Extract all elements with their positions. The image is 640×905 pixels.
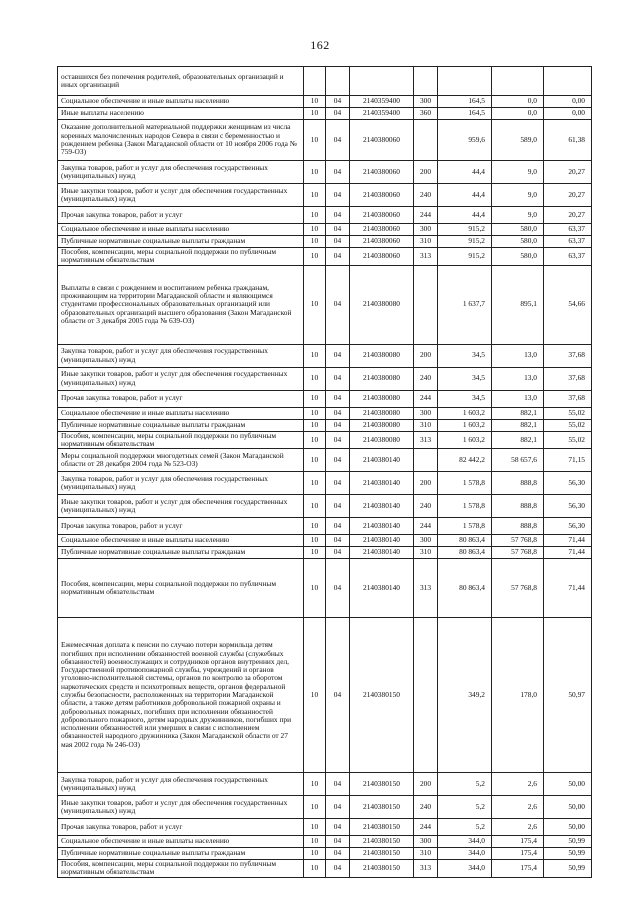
subsection-code: 04 <box>326 184 350 207</box>
executed-amount <box>492 67 544 96</box>
table-row <box>58 367 592 390</box>
execution-percent: 50,00 <box>544 796 592 819</box>
execution-percent: 63,37 <box>544 224 592 236</box>
target-article-code: 2140380080 <box>350 390 414 407</box>
execution-percent: 71,44 <box>544 547 592 559</box>
approved-amount: 959,6 <box>438 120 492 161</box>
execution-percent: 71,15 <box>544 449 592 472</box>
executed-amount: 0,0 <box>492 96 544 108</box>
execution-percent: 50,99 <box>544 860 592 878</box>
approved-amount: 44,4 <box>438 184 492 207</box>
approved-amount: 34,5 <box>438 344 492 367</box>
executed-amount: 580,0 <box>492 224 544 236</box>
table-row <box>58 449 592 472</box>
expense-type-code: 300 <box>414 407 438 419</box>
row-name: Ежемесячная доплата к пенсии по случаю потери кормильца детям погибших при исполнении обязанностей военной службы (служебных обязанностей) военнослужащих и сотрудников органов внутренних дел, Государственной противопожарной службы, учреждений и органов уголовно-исполнительной системы, органов по контролю за оборотом наркотических средств и психотропных веществ, органов федеральной службы безопасности, расположенных на территории Магаданской области, а также детям работников добровольной пожарной охраны и добровольных пожарных, погибших при исполнении обязанностей добровольного пожарного, детям народных дружинников, погибших при исполнении обязанностей или умерших в связи с исполнением обязанностей народного дружинника (Закон Магаданской области от 27 мая 2002 года № 246-ОЗ) <box>58 618 304 773</box>
target-article-code <box>350 67 414 96</box>
approved-amount: 349,2 <box>438 618 492 773</box>
approved-amount: 1 603,2 <box>438 407 492 419</box>
target-article-code: 2140380140 <box>350 449 414 472</box>
expense-type-code: 200 <box>414 472 438 495</box>
executed-amount: 888,8 <box>492 472 544 495</box>
row-name: Социальное обеспечение и иные выплаты населению <box>58 836 304 848</box>
executed-amount: 580,0 <box>492 248 544 266</box>
section-code: 10 <box>304 848 326 860</box>
expense-type-code: 240 <box>414 796 438 819</box>
approved-amount: 1 578,8 <box>438 472 492 495</box>
table-row <box>58 495 592 518</box>
section-code: 10 <box>304 207 326 224</box>
approved-amount: 915,2 <box>438 236 492 248</box>
target-article-code: 2140380150 <box>350 860 414 878</box>
approved-amount: 82 442,2 <box>438 449 492 472</box>
table-row <box>58 344 592 367</box>
subsection-code: 04 <box>326 390 350 407</box>
target-article-code: 2140380140 <box>350 472 414 495</box>
execution-percent: 54,66 <box>544 265 592 344</box>
expense-type-code <box>414 120 438 161</box>
executed-amount: 2,6 <box>492 819 544 836</box>
section-code: 10 <box>304 860 326 878</box>
executed-amount: 13,0 <box>492 390 544 407</box>
executed-amount: 178,0 <box>492 618 544 773</box>
approved-amount: 5,2 <box>438 796 492 819</box>
expense-type-code: 240 <box>414 495 438 518</box>
subsection-code: 04 <box>326 431 350 449</box>
section-code: 10 <box>304 344 326 367</box>
target-article-code: 2140380080 <box>350 407 414 419</box>
execution-percent: 55,02 <box>544 431 592 449</box>
subsection-code: 04 <box>326 108 350 120</box>
expense-type-code: 244 <box>414 390 438 407</box>
expense-type-code: 200 <box>414 773 438 796</box>
section-code: 10 <box>304 472 326 495</box>
execution-percent: 0,00 <box>544 108 592 120</box>
expense-type-code: 310 <box>414 419 438 431</box>
execution-percent: 20,27 <box>544 207 592 224</box>
expense-type-code: 300 <box>414 224 438 236</box>
target-article-code: 2140380150 <box>350 848 414 860</box>
target-article-code: 2140380060 <box>350 120 414 161</box>
table-row <box>58 773 592 796</box>
executed-amount: 57 768,8 <box>492 547 544 559</box>
target-article-code: 2140380060 <box>350 161 414 184</box>
approved-amount: 44,4 <box>438 161 492 184</box>
row-name: Закупка товаров, работ и услуг для обеспечения государственных (муниципальных) нужд <box>58 161 304 184</box>
expense-type-code: 313 <box>414 248 438 266</box>
table-row <box>58 796 592 819</box>
execution-percent <box>544 67 592 96</box>
table-row <box>58 860 592 878</box>
approved-amount: 915,2 <box>438 248 492 266</box>
execution-percent: 63,37 <box>544 236 592 248</box>
execution-percent: 63,37 <box>544 248 592 266</box>
executed-amount: 175,4 <box>492 848 544 860</box>
subsection-code: 04 <box>326 559 350 618</box>
section-code: 10 <box>304 773 326 796</box>
executed-amount: 9,0 <box>492 207 544 224</box>
approved-amount: 1 603,2 <box>438 419 492 431</box>
row-name: Публичные нормативные социальные выплаты гражданам <box>58 236 304 248</box>
approved-amount: 164,5 <box>438 108 492 120</box>
section-code: 10 <box>304 559 326 618</box>
table-row <box>58 431 592 449</box>
execution-percent: 37,68 <box>544 367 592 390</box>
expense-type-code: 244 <box>414 819 438 836</box>
section-code: 10 <box>304 535 326 547</box>
row-name: Социальное обеспечение и иные выплаты населению <box>58 407 304 419</box>
approved-amount: 80 863,4 <box>438 559 492 618</box>
executed-amount: 882,1 <box>492 431 544 449</box>
executed-amount: 882,1 <box>492 407 544 419</box>
row-name: Закупка товаров, работ и услуг для обеспечения государственных (муниципальных) нужд <box>58 773 304 796</box>
executed-amount: 175,4 <box>492 836 544 848</box>
subsection-code: 04 <box>326 407 350 419</box>
row-name: Публичные нормативные социальные выплаты гражданам <box>58 419 304 431</box>
target-article-code: 2140359400 <box>350 96 414 108</box>
section-code: 10 <box>304 407 326 419</box>
row-name: Прочая закупка товаров, работ и услуг <box>58 819 304 836</box>
executed-amount: 2,6 <box>492 796 544 819</box>
row-name: оставшихся без попечения родителей, образовательных организаций и иных организаций <box>58 67 304 96</box>
expense-type-code <box>414 449 438 472</box>
section-code: 10 <box>304 265 326 344</box>
section-code: 10 <box>304 224 326 236</box>
subsection-code: 04 <box>326 773 350 796</box>
approved-amount: 344,0 <box>438 848 492 860</box>
target-article-code: 2140380140 <box>350 518 414 535</box>
approved-amount: 5,2 <box>438 819 492 836</box>
subsection-code: 04 <box>326 836 350 848</box>
expense-type-code: 200 <box>414 161 438 184</box>
expense-type-code: 244 <box>414 207 438 224</box>
approved-amount: 344,0 <box>438 836 492 848</box>
executed-amount: 580,0 <box>492 236 544 248</box>
section-code: 10 <box>304 367 326 390</box>
table-row <box>58 120 592 161</box>
row-name: Социальное обеспечение и иные выплаты населению <box>58 224 304 236</box>
subsection-code: 04 <box>326 236 350 248</box>
target-article-code: 2140380150 <box>350 773 414 796</box>
table-row <box>58 96 592 108</box>
expense-type-code: 300 <box>414 96 438 108</box>
subsection-code: 04 <box>326 265 350 344</box>
approved-amount: 34,5 <box>438 390 492 407</box>
executed-amount: 13,0 <box>492 367 544 390</box>
execution-percent: 55,02 <box>544 407 592 419</box>
target-article-code: 2140380140 <box>350 547 414 559</box>
row-name: Иные закупки товаров, работ и услуг для обеспечения государственных (муниципальных) нужд <box>58 796 304 819</box>
executed-amount: 9,0 <box>492 161 544 184</box>
table-row <box>58 161 592 184</box>
expense-type-code: 240 <box>414 367 438 390</box>
row-name: Пособия, компенсации, меры социальной поддержки по публичным нормативным обязательствам <box>58 559 304 618</box>
execution-percent: 50,99 <box>544 836 592 848</box>
executed-amount: 9,0 <box>492 184 544 207</box>
subsection-code: 04 <box>326 518 350 535</box>
execution-percent: 55,02 <box>544 419 592 431</box>
row-name: Социальное обеспечение и иные выплаты населению <box>58 535 304 547</box>
table-row <box>58 419 592 431</box>
execution-percent: 37,68 <box>544 344 592 367</box>
table-row <box>58 535 592 547</box>
executed-amount: 2,6 <box>492 773 544 796</box>
approved-amount: 1 603,2 <box>438 431 492 449</box>
row-name: Прочая закупка товаров, работ и услуг <box>58 390 304 407</box>
expense-type-code: 310 <box>414 236 438 248</box>
table-row <box>58 108 592 120</box>
section-code: 10 <box>304 248 326 266</box>
table-row <box>58 390 592 407</box>
subsection-code: 04 <box>326 419 350 431</box>
execution-percent: 56,30 <box>544 518 592 535</box>
subsection-code: 04 <box>326 224 350 236</box>
table-row <box>58 819 592 836</box>
section-code: 10 <box>304 161 326 184</box>
subsection-code: 04 <box>326 547 350 559</box>
approved-amount: 34,5 <box>438 367 492 390</box>
target-article-code: 2140380140 <box>350 559 414 618</box>
execution-percent: 20,27 <box>544 161 592 184</box>
section-code: 10 <box>304 390 326 407</box>
subsection-code: 04 <box>326 96 350 108</box>
execution-percent: 71,44 <box>544 559 592 618</box>
execution-percent: 50,00 <box>544 773 592 796</box>
row-name: Публичные нормативные социальные выплаты гражданам <box>58 848 304 860</box>
table-row <box>58 472 592 495</box>
subsection-code: 04 <box>326 248 350 266</box>
row-name: Закупка товаров, работ и услуг для обеспечения государственных (муниципальных) нужд <box>58 472 304 495</box>
approved-amount: 1 637,7 <box>438 265 492 344</box>
row-name: Пособия, компенсации, меры социальной поддержки по публичным нормативным обязательствам <box>58 860 304 878</box>
subsection-code: 04 <box>326 449 350 472</box>
execution-percent: 0,00 <box>544 96 592 108</box>
table-body <box>58 67 592 878</box>
approved-amount: 344,0 <box>438 860 492 878</box>
expense-type-code: 300 <box>414 836 438 848</box>
section-code: 10 <box>304 431 326 449</box>
row-name: Меры социальной поддержки многодетных семей (Закон Магаданской области от 28 декабря 2004 года № 523-ОЗ) <box>58 449 304 472</box>
section-code: 10 <box>304 236 326 248</box>
table-row <box>58 236 592 248</box>
subsection-code: 04 <box>326 161 350 184</box>
table-row <box>58 67 592 96</box>
target-article-code: 2140380060 <box>350 248 414 266</box>
row-name: Пособия, компенсации, меры социальной поддержки по публичным нормативным обязательствам <box>58 431 304 449</box>
expense-type-code: 313 <box>414 860 438 878</box>
table-row <box>58 248 592 266</box>
section-code: 10 <box>304 819 326 836</box>
approved-amount: 1 578,8 <box>438 518 492 535</box>
section-code: 10 <box>304 120 326 161</box>
approved-amount: 164,5 <box>438 96 492 108</box>
table-row <box>58 207 592 224</box>
row-name: Иные закупки товаров, работ и услуг для обеспечения государственных (муниципальных) нужд <box>58 495 304 518</box>
row-name: Публичные нормативные социальные выплаты гражданам <box>58 547 304 559</box>
execution-percent: 50,99 <box>544 848 592 860</box>
target-article-code: 2140359400 <box>350 108 414 120</box>
approved-amount: 5,2 <box>438 773 492 796</box>
table-row <box>58 224 592 236</box>
executed-amount: 882,1 <box>492 419 544 431</box>
subsection-code: 04 <box>326 472 350 495</box>
executed-amount: 589,0 <box>492 120 544 161</box>
executed-amount: 888,8 <box>492 518 544 535</box>
target-article-code: 2140380150 <box>350 819 414 836</box>
section-code: 10 <box>304 108 326 120</box>
approved-amount: 80 863,4 <box>438 535 492 547</box>
expense-type-code: 360 <box>414 108 438 120</box>
target-article-code: 2140380080 <box>350 344 414 367</box>
section-code <box>304 67 326 96</box>
row-name: Прочая закупка товаров, работ и услуг <box>58 207 304 224</box>
expense-type-code: 310 <box>414 547 438 559</box>
expense-type-code: 313 <box>414 559 438 618</box>
execution-percent: 50,97 <box>544 618 592 773</box>
subsection-code <box>326 67 350 96</box>
section-code: 10 <box>304 419 326 431</box>
section-code: 10 <box>304 836 326 848</box>
executed-amount: 895,1 <box>492 265 544 344</box>
executed-amount: 0,0 <box>492 108 544 120</box>
target-article-code: 2140380080 <box>350 265 414 344</box>
expense-type-code: 244 <box>414 518 438 535</box>
target-article-code: 2140380140 <box>350 535 414 547</box>
table-row <box>58 559 592 618</box>
expense-type-code: 313 <box>414 431 438 449</box>
subsection-code: 04 <box>326 207 350 224</box>
subsection-code: 04 <box>326 848 350 860</box>
subsection-code: 04 <box>326 819 350 836</box>
executed-amount: 175,4 <box>492 860 544 878</box>
target-article-code: 2140380140 <box>350 495 414 518</box>
expense-type-code: 300 <box>414 535 438 547</box>
section-code: 10 <box>304 184 326 207</box>
executed-amount: 58 657,6 <box>492 449 544 472</box>
table-row <box>58 518 592 535</box>
table-row <box>58 184 592 207</box>
target-article-code: 2140380060 <box>350 184 414 207</box>
table-row <box>58 407 592 419</box>
section-code: 10 <box>304 495 326 518</box>
budget-table <box>57 66 592 878</box>
approved-amount: 80 863,4 <box>438 547 492 559</box>
target-article-code: 2140380060 <box>350 224 414 236</box>
target-article-code: 2140380150 <box>350 836 414 848</box>
approved-amount: 915,2 <box>438 224 492 236</box>
target-article-code: 2140380150 <box>350 618 414 773</box>
executed-amount: 57 768,8 <box>492 559 544 618</box>
target-article-code: 2140380060 <box>350 236 414 248</box>
execution-percent: 20,27 <box>544 184 592 207</box>
subsection-code: 04 <box>326 618 350 773</box>
expense-type-code <box>414 265 438 344</box>
approved-amount <box>438 67 492 96</box>
table-row <box>58 836 592 848</box>
row-name: Иные закупки товаров, работ и услуг для обеспечения государственных (муниципальных) нужд <box>58 184 304 207</box>
row-name: Социальное обеспечение и иные выплаты населению <box>58 96 304 108</box>
approved-amount: 44,4 <box>438 207 492 224</box>
subsection-code: 04 <box>326 367 350 390</box>
subsection-code: 04 <box>326 535 350 547</box>
execution-percent: 71,44 <box>544 535 592 547</box>
table-row <box>58 848 592 860</box>
expense-type-code <box>414 67 438 96</box>
row-name: Прочая закупка товаров, работ и услуг <box>58 518 304 535</box>
subsection-code: 04 <box>326 860 350 878</box>
subsection-code: 04 <box>326 344 350 367</box>
row-name: Иные закупки товаров, работ и услуг для обеспечения государственных (муниципальных) нужд <box>58 367 304 390</box>
execution-percent: 61,38 <box>544 120 592 161</box>
subsection-code: 04 <box>326 796 350 819</box>
executed-amount: 57 768,8 <box>492 535 544 547</box>
table-row <box>58 618 592 773</box>
executed-amount: 13,0 <box>492 344 544 367</box>
target-article-code: 2140380060 <box>350 207 414 224</box>
executed-amount: 888,8 <box>492 495 544 518</box>
subsection-code: 04 <box>326 120 350 161</box>
row-name: Оказание дополнительной материальной поддержки женщинам из числа коренных малочисленных народов Севера в связи с беременностью и рождением ребенка (Закон Магаданской области от 10 ноября 2006 года № 759-ОЗ) <box>58 120 304 161</box>
expense-type-code <box>414 618 438 773</box>
expense-type-code: 240 <box>414 184 438 207</box>
table-row <box>58 547 592 559</box>
target-article-code: 2140380080 <box>350 367 414 390</box>
row-name: Иные выплаты населению <box>58 108 304 120</box>
section-code: 10 <box>304 96 326 108</box>
section-code: 10 <box>304 518 326 535</box>
section-code: 10 <box>304 796 326 819</box>
page-number: 162 <box>310 38 330 52</box>
target-article-code: 2140380080 <box>350 419 414 431</box>
row-name: Выплаты в связи с рождением и воспитанием ребенка гражданам, проживающим на территории Магаданской области и являющимся студентами профессиональных образовательных организаций или образовательных организаций высшего образования (Закон Магаданской области от 3 декабря 2005 года № 639-ОЗ) <box>58 265 304 344</box>
execution-percent: 56,30 <box>544 495 592 518</box>
section-code: 10 <box>304 547 326 559</box>
row-name: Закупка товаров, работ и услуг для обеспечения государственных (муниципальных) нужд <box>58 344 304 367</box>
target-article-code: 2140380080 <box>350 431 414 449</box>
expense-type-code: 200 <box>414 344 438 367</box>
subsection-code: 04 <box>326 495 350 518</box>
expense-type-code: 310 <box>414 848 438 860</box>
approved-amount: 1 578,8 <box>438 495 492 518</box>
execution-percent: 56,30 <box>544 472 592 495</box>
row-name: Пособия, компенсации, меры социальной поддержки по публичным нормативным обязательствам <box>58 248 304 266</box>
section-code: 10 <box>304 618 326 773</box>
section-code: 10 <box>304 449 326 472</box>
execution-percent: 37,68 <box>544 390 592 407</box>
table-row <box>58 265 592 344</box>
execution-percent: 50,00 <box>544 819 592 836</box>
target-article-code: 2140380150 <box>350 796 414 819</box>
